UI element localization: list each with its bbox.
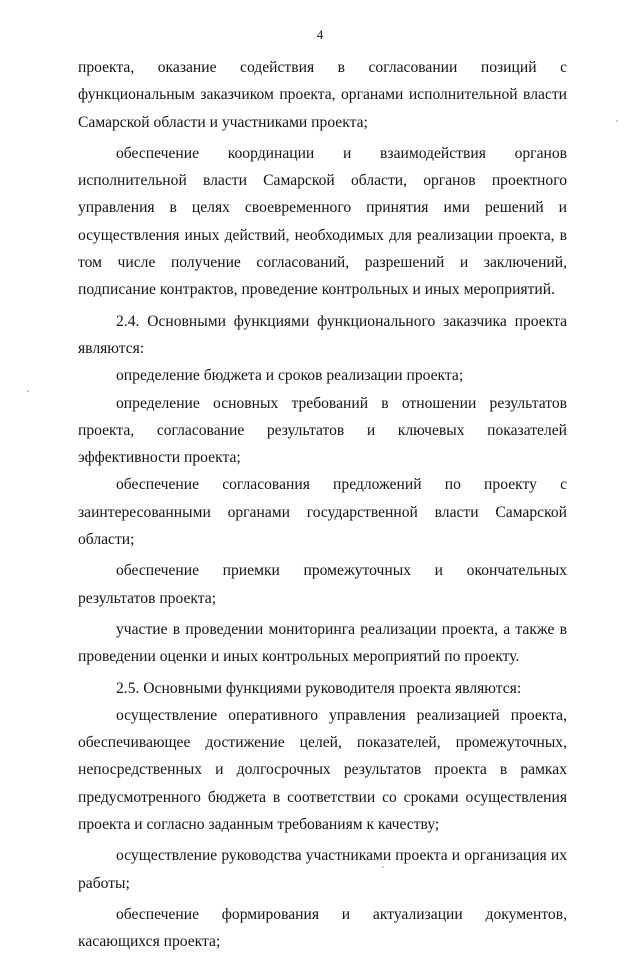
paragraph-proposal-approval: обеспечение согласования предложений по проекту с заинтересованными органами государственной власти Самарской области; xyxy=(78,476,567,549)
paragraph-coordination: обеспечение координации и взаимодействия органов исполнительной власти Самарской области, органов проектного управления в целях своевременного принятия ими решений и осуществления иных действий, необходимых для реализации проекта, в том числе получение согласований, разрешений и заключений, подписание контрактов, проведение контрольных и иных мероприятий. xyxy=(78,144,567,299)
scan-speck xyxy=(382,866,384,868)
paragraph-section-2-4-heading: 2.4. Основными функциями функционального заказчика проекта являются: xyxy=(78,312,567,357)
paragraph-participant-management: осуществление руководства участниками проекта и организация их работы; xyxy=(78,847,567,892)
paragraph-budget-definition: определение бюджета и сроков реализации проекта; xyxy=(116,367,464,385)
document-body xyxy=(78,54,567,956)
scan-speck xyxy=(27,390,29,392)
paragraph-section-2-5-heading: 2.5. Основными функциями руководителя проекта являются: xyxy=(116,679,522,697)
paragraph-monitoring-participation: участие в проведении мониторинга реализации проекта, а также в проведении оценки и иных контрольных мероприятий по проекту. xyxy=(78,620,567,666)
page-number: 4 xyxy=(316,27,324,42)
scan-speck xyxy=(616,120,618,122)
paragraph-document-formation: обеспечение формирования и актуализации документов, касающихся проекта; xyxy=(78,905,567,951)
paragraph-results-acceptance: обеспечение приемки промежуточных и окончательных результатов проекта; xyxy=(78,562,567,607)
paragraph-requirements-definition: определение основных требований в отношении результатов проекта, согласование результатов и ключевых показателей эффективности проекта; xyxy=(78,394,567,467)
paragraph-continuation: проекта, оказание содействия в согласовании позиций с функциональным заказчиком проекта, органами исполнительной власти Самарской области и участниками проекта; xyxy=(78,59,567,131)
paragraph-operational-management: осуществление оперативного управления реализацией проекта, обеспечивающее достижение целей, показателей, промежуточных, непосредственных и долгосрочных результатов проекта в рамках предусмотренного бюджета в соответствии со сроками осуществления проекта и согласно заданным требованиям к качеству; xyxy=(78,706,567,834)
